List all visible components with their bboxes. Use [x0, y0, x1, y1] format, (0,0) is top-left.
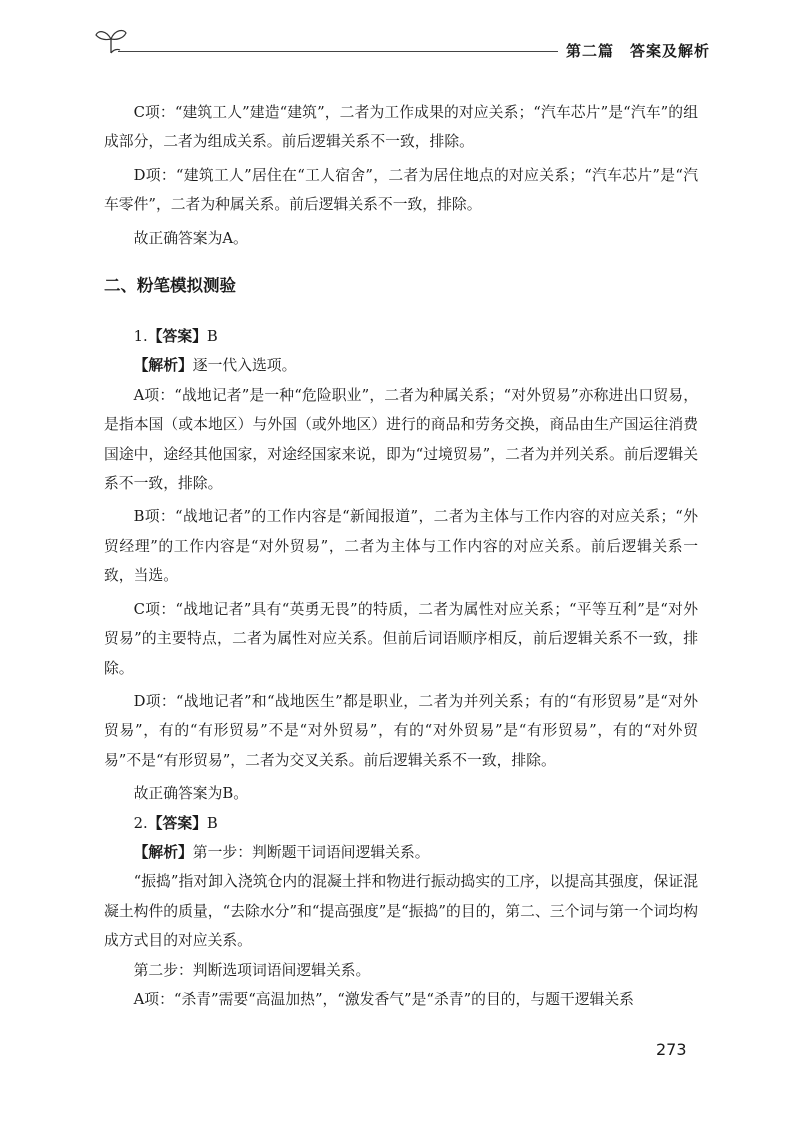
- q1-option-b: B项：“战地记者”的工作内容是“新闻报道”，二者为主体与工作内容的对应关系；“外贸经理”的工作内容是“对外贸易”，二者为主体与工作内容的对应关系。前后逻辑关系一致，当选。: [104, 508, 698, 585]
- sprout-icon: [94, 26, 128, 54]
- q1-analysis-line: [104, 351, 698, 380]
- q2-answer: B: [206, 814, 218, 832]
- q2-analysis-text: 第一步：判断题干词语间逻辑关系。: [192, 843, 430, 861]
- q2-step-2: 第二步：判断选项词语间逻辑关系。: [133, 961, 371, 979]
- intro-conclusion: 故正确答案为A。: [133, 229, 248, 247]
- q2-number: 2.: [133, 814, 148, 832]
- q1-answer: B: [206, 328, 218, 346]
- q1-option-a: A项：“战地记者”是一种“危险职业”，二者为种属关系；“对外贸易”亦称进出口贸易，是指本国（或本地区）与外国（或外地区）进行的商品和劳务交换，商品由生产国运往消费国途中，途经其他国家，对途经国家来说，即为“过境贸易”，二者为并列关系。前后逻辑关系不一致，排除。: [104, 386, 698, 493]
- section-title: 二、粉笔模拟测验: [104, 276, 236, 296]
- q1-number: 1.: [133, 328, 148, 346]
- q2-analysis-line: [104, 838, 698, 867]
- q1-conclusion: 故正确答案为B。: [133, 785, 249, 803]
- q1-option-d: D项：“战地记者”和“战地医生”都是职业，二者为并列关系；有的“有形贸易”是“对外贸易”，有的“有形贸易”不是“对外贸易”，有的“对外贸易”是“有形贸易”，有的“对外贸易”不是“有形贸易”，二者为交叉关系。前后逻辑关系不一致，排除。: [104, 692, 698, 769]
- page-number: 273: [656, 1040, 687, 1059]
- q1-answer-tag: 【答案】: [147, 328, 207, 346]
- header-title: 第二篇 答案及解析: [566, 42, 711, 60]
- q1-analysis-text: 逐一代入选项。: [192, 357, 297, 375]
- q1-answer-line: [104, 322, 698, 351]
- q1-analysis-tag: 【解析】: [133, 357, 193, 375]
- q2-answer-tag: 【答案】: [147, 814, 207, 832]
- intro-paragraph-d: D项：“建筑工人”居住在“工人宿舍”，二者为居住地点的对应关系；“汽车芯片”是“汽车零件”，二者为种属关系。前后逻辑关系不一致，排除。: [104, 166, 698, 214]
- q2-option-a: A项：“杀青”需要“高温加热”，“激发香气”是“杀青”的目的，与题干逻辑关系: [133, 990, 634, 1008]
- page-content: [104, 98, 698, 1014]
- q2-analysis-tag: 【解析】: [133, 843, 193, 861]
- q2-answer-line: [104, 809, 698, 838]
- header-rule: [118, 51, 558, 52]
- q2-paragraph-1: “振捣”指对卸入浇筑仓内的混凝土拌和物进行振动捣实的工序，以提高其强度，保证混凝土构件的质量，“去除水分”和“提高强度”是“振捣”的目的，第二、三个词与第一个词均构成方式目的对应关系。: [104, 873, 698, 950]
- q1-option-c: C项：“战地记者”具有“英勇无畏”的特质，二者为属性对应关系；“平等互利”是“对外贸易”的主要特点，二者为属性对应关系。但前后词语顺序相反，前后逻辑关系不一致，排除。: [104, 600, 698, 677]
- intro-paragraph-c: C项：“建筑工人”建造“建筑”，二者为工作成果的对应关系；“汽车芯片”是“汽车”的组成部分，二者为组成关系。前后逻辑关系不一致，排除。: [104, 104, 698, 151]
